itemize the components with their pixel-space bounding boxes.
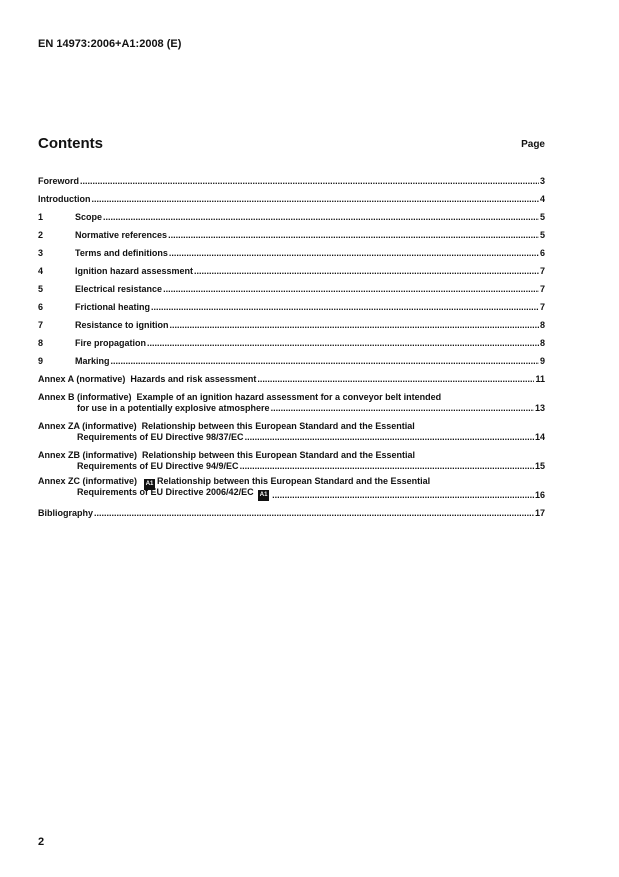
toc-entry-label: Frictional heating — [75, 302, 151, 312]
toc-entry[interactable] — [38, 212, 545, 223]
toc-entry-label: Resistance to ignition — [75, 320, 169, 330]
toc-entry-page: 5 — [539, 212, 545, 222]
toc-entry-number: 6 — [38, 302, 44, 312]
toc-entry-label-cont: Requirements of EU Directive 94/9/EC — [77, 461, 239, 471]
leader-dots — [169, 248, 539, 259]
leader-dots — [94, 508, 534, 519]
toc-entry-page: 7 — [539, 302, 545, 312]
toc-entry-label: Bibliography — [38, 508, 94, 518]
toc-entry-annex[interactable] — [38, 392, 545, 414]
toc-entry-page: 7 — [539, 284, 545, 294]
toc-entry[interactable] — [38, 320, 545, 331]
toc-entry-annex[interactable] — [38, 421, 545, 443]
toc-entry-page: 5 — [539, 230, 545, 240]
toc-entry-page: 15 — [534, 461, 545, 471]
toc-entry[interactable] — [38, 356, 545, 367]
toc-entry-number: 4 — [38, 266, 44, 276]
leader-dots — [80, 176, 539, 187]
leader-dots — [194, 266, 539, 277]
toc-entry-page: 16 — [534, 490, 545, 500]
toc-entry-label: Electrical resistance — [75, 284, 163, 294]
toc-entry-number: 1 — [38, 212, 44, 222]
toc-entry-label: Annex ZC (informative) A1 Relationship between this European Standard and the Essential — [38, 476, 430, 490]
page-title: Contents — [38, 135, 103, 152]
document-code: EN 14973:2006+A1:2008 (E) — [38, 38, 182, 50]
toc-entry-page: 11 — [535, 374, 545, 384]
toc-entry-label: Foreword — [38, 176, 80, 186]
toc-entry-label: Annex A (normative) Hazards and risk assessment — [38, 374, 257, 384]
toc-entry-number: 9 — [38, 356, 44, 366]
leader-dots — [271, 403, 534, 414]
toc-entry-label: Annex ZA (informative) Relationship between this European Standard and the Essential — [38, 421, 415, 431]
leader-dots — [147, 338, 539, 349]
leader-dots — [272, 490, 534, 501]
toc-entry-bibliography[interactable] — [38, 508, 545, 519]
toc-entry-annex[interactable] — [38, 450, 545, 472]
leader-dots — [92, 194, 539, 205]
toc-entry-label: Annex B (informative) Example of an ignition hazard assessment for a conveyor belt intended — [38, 392, 442, 402]
leader-dots — [111, 356, 539, 367]
toc-entry[interactable] — [38, 338, 545, 349]
toc-entry-number: 5 — [38, 284, 44, 294]
leader-dots — [240, 461, 534, 472]
toc-entry-label-cont: for use in a potentially explosive atmosphere — [77, 403, 270, 413]
toc-entry-label: Introduction — [38, 194, 91, 204]
toc-entry-number: 2 — [38, 230, 44, 240]
toc-entry-page: 4 — [539, 194, 545, 204]
toc-entry-label: Normative references — [75, 230, 168, 240]
leader-dots — [168, 230, 539, 241]
page-column-label: Page — [521, 139, 545, 150]
toc-entry[interactable] — [38, 230, 545, 241]
toc-entry[interactable] — [38, 194, 545, 205]
toc-entry-page: 13 — [534, 403, 545, 413]
leader-dots — [151, 302, 539, 313]
toc-entry-page: 14 — [534, 432, 545, 442]
toc-entry-page: 9 — [539, 356, 545, 366]
leader-dots — [245, 432, 534, 443]
toc-entry-label: Marking — [75, 356, 110, 366]
toc-entry[interactable] — [38, 374, 545, 385]
page-number: 2 — [38, 836, 45, 848]
toc-entry-label-cont: Requirements of EU Directive 2006/42/EC A1 — [77, 487, 271, 501]
table-of-contents — [38, 176, 545, 519]
toc-entry-label: Annex ZB (informative) Relationship between this European Standard and the Essential — [38, 450, 416, 460]
toc-entry-number: 3 — [38, 248, 44, 258]
toc-entry-label: Terms and definitions — [75, 248, 168, 258]
amendment-end-icon: A1 — [258, 490, 269, 501]
toc-entry[interactable] — [38, 266, 545, 277]
toc-entry[interactable] — [38, 248, 545, 259]
leader-dots — [103, 212, 539, 223]
toc-entry-page: 8 — [539, 320, 545, 330]
toc-entry-label-cont: Requirements of EU Directive 98/37/EC — [77, 432, 244, 442]
amendment-start-icon: A1 — [144, 479, 155, 490]
toc-entry[interactable] — [38, 284, 545, 295]
toc-entry-page: 6 — [539, 248, 545, 258]
toc-entry-page: 7 — [539, 266, 545, 276]
toc-entry-annex-zc[interactable] — [38, 476, 545, 501]
toc-entry-label: Fire propagation — [75, 338, 147, 348]
leader-dots — [163, 284, 539, 295]
toc-entry[interactable] — [38, 176, 545, 187]
toc-entry-number: 7 — [38, 320, 44, 330]
toc-entry[interactable] — [38, 302, 545, 313]
leader-dots — [170, 320, 539, 331]
toc-entry-number: 8 — [38, 338, 44, 348]
toc-entry-page: 8 — [539, 338, 545, 348]
toc-entry-page: 3 — [539, 176, 545, 186]
toc-entry-page: 17 — [534, 508, 545, 518]
toc-entry-label: Scope — [75, 212, 103, 222]
leader-dots — [257, 374, 534, 385]
toc-entry-label: Ignition hazard assessment — [75, 266, 194, 276]
